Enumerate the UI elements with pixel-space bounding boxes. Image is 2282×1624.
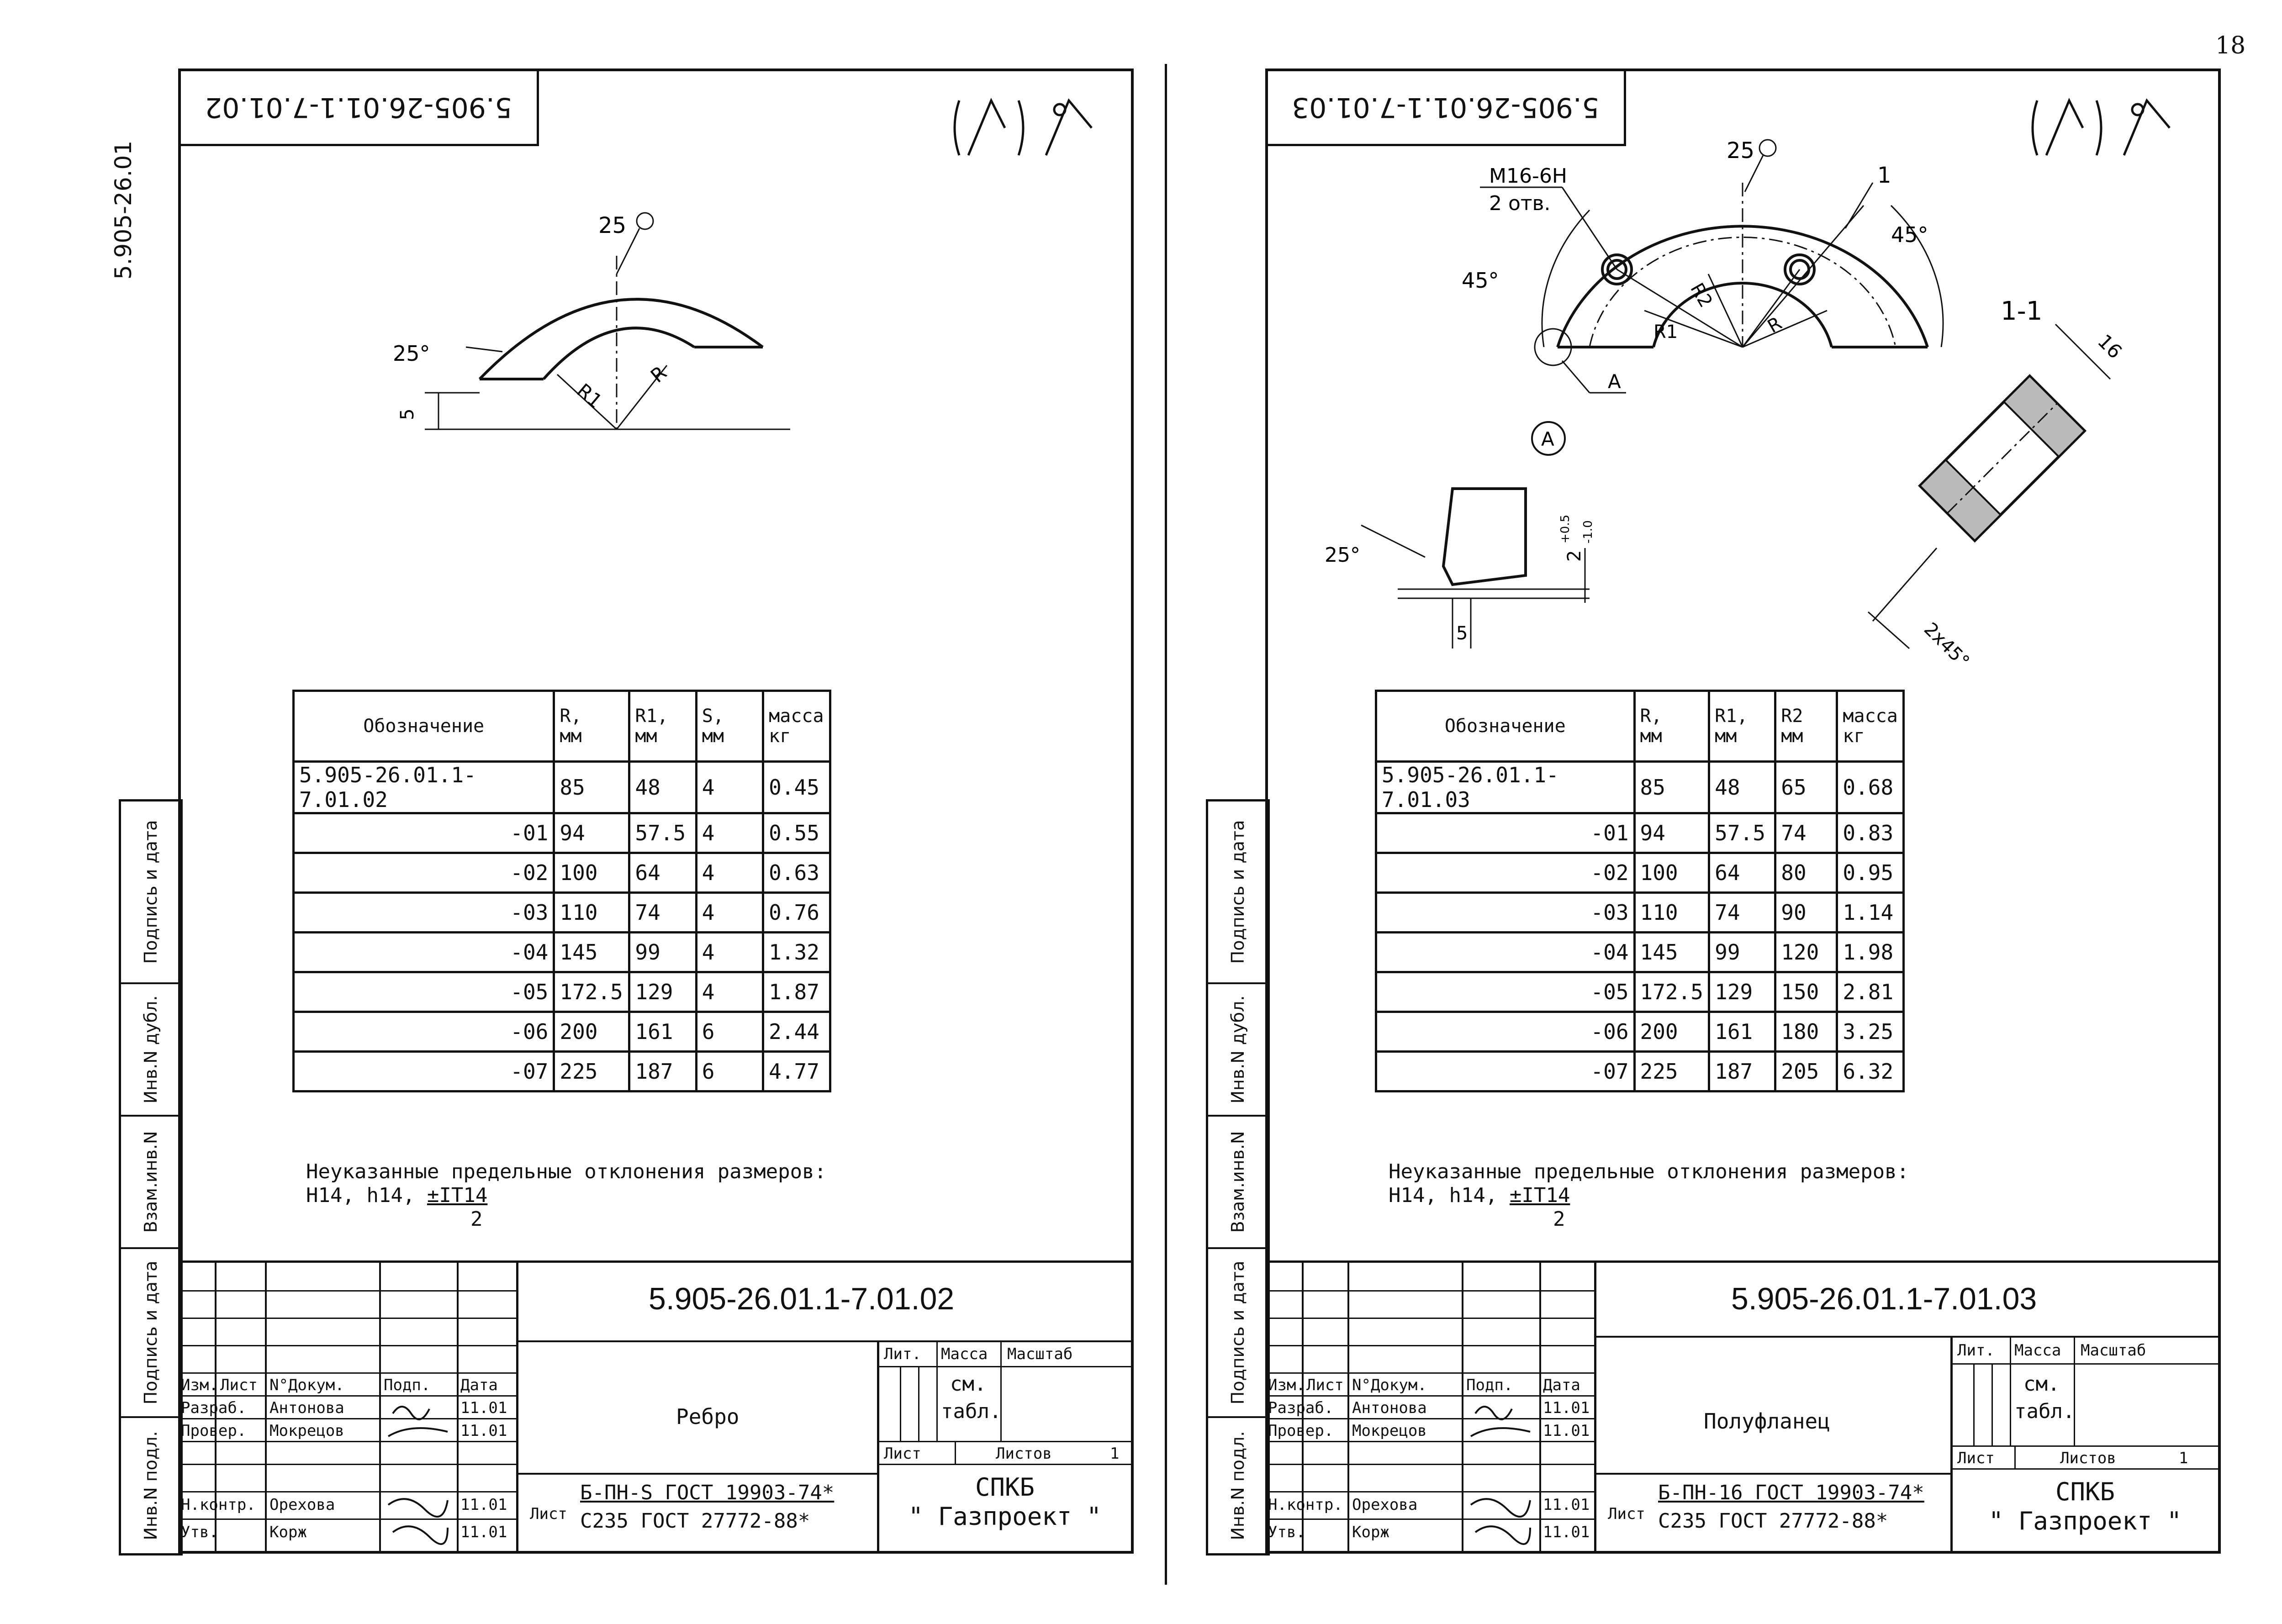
table-header-row (1376, 691, 1904, 762)
tb-massa: Масса (2014, 1341, 2061, 1360)
tb-name-prover: Мокрецов (1352, 1422, 1427, 1440)
tb-row-prover: Провер. (1268, 1422, 1334, 1440)
table-row: -05 172.5 129 150 2.81 (1376, 972, 1904, 1012)
note-line2: Н14, h14, ±IT14 (1389, 1184, 1570, 1207)
center-divider (1165, 64, 1167, 1585)
tb-see2: табл. (941, 1400, 1002, 1423)
table-row: -04 145 99 120 1.98 (1376, 933, 1904, 972)
tb-date-3: 11.01 (1543, 1496, 1590, 1514)
table-row: -02 100 64 80 0.95 (1376, 853, 1904, 893)
note-line1: Неуказанные предельные отклонения размеров: (306, 1160, 827, 1183)
right-label-45b: 45° (1891, 222, 1928, 247)
right-label-one: 1 (1877, 163, 1891, 188)
tb-row-nkontr: Н.контр. (181, 1496, 256, 1514)
right-label-detail: А (1541, 428, 1554, 450)
right-doc-title: Полуфланец (1704, 1409, 1830, 1434)
right-label-holes: 2 отв. (1489, 192, 1551, 215)
left-label-rough: 25 (598, 213, 627, 238)
tb-row-razrab: Разраб. (181, 1399, 247, 1417)
col-header: масса кг (1837, 691, 1904, 762)
table-row: -04 145 99 4 1.32 (294, 933, 830, 972)
tb-head-podp: Подп. (1466, 1376, 1513, 1394)
tb-name-razrab: Антонова (1352, 1399, 1427, 1417)
tb-head-izm: Изм. (181, 1376, 218, 1394)
note-line1: Неуказанные предельные отклонения размеров: (1389, 1160, 1909, 1183)
tb-lit: Лит. (884, 1345, 921, 1363)
right-label-angle25: 25° (1325, 543, 1360, 567)
tb-head-list: Лист (220, 1376, 258, 1394)
note-line3: 2 (470, 1207, 483, 1231)
right-label-tol-dn: -1.0 (1581, 520, 1595, 543)
right-title-block (1265, 1260, 2221, 1553)
col-header: Обозначение (294, 691, 554, 762)
table-row: -01 94 57.5 74 0.83 (1376, 813, 1904, 853)
tb-head-ndoc: N°Докум. (1352, 1376, 1427, 1394)
right-label-tol-up: +0.5 (1558, 514, 1572, 543)
right-label-thread: М16-6Н (1489, 164, 1567, 188)
left-side-labels: Подпись и дата Инв.N дубл. Взам.инв.N Подпись и дата Инв.N подл. (119, 799, 183, 1555)
tb-see2: табл. (2014, 1400, 2075, 1423)
right-label-a: А (1608, 370, 1621, 393)
tb-row-utv: Утв. (181, 1523, 218, 1541)
tb-material-prefix: Лист (1608, 1505, 1645, 1523)
right-label-rough: 25 (1727, 138, 1755, 163)
left-label-r1: R1 (572, 379, 607, 413)
table-row: 5.905-26.01.1-7.01.03 85 48 65 0.68 (1376, 762, 1904, 813)
left-material2: С235 ГОСТ 27772-88* (580, 1509, 810, 1533)
tb-row-nkontr: Н.контр. (1268, 1496, 1343, 1514)
right-detail-drawing (1315, 411, 1635, 667)
left-title-block (178, 1260, 1134, 1553)
signature-icon (1466, 1395, 1535, 1550)
tb-date-2: 11.01 (460, 1422, 507, 1440)
tb-date-3: 11.01 (460, 1496, 507, 1514)
right-doc-code: 5.905-26.01.1-7.01.03 (1731, 1281, 2037, 1316)
tb-head-list: Лист (1306, 1376, 1344, 1394)
right-material1: Б-ПН-16 ГОСТ 19903-74* (1658, 1481, 1924, 1504)
tb-massa: Масса (941, 1345, 988, 1363)
right-label-45a: 45° (1462, 268, 1499, 293)
left-label-dim5: 5 (397, 408, 418, 420)
table-header-row (294, 691, 830, 762)
tb-see1: см. (2023, 1372, 2060, 1396)
side-code: 5.905-26.01 (110, 140, 137, 280)
right-spec-table (1375, 690, 1905, 1092)
tb-name-utv: Корж (269, 1523, 307, 1541)
left-doc-code: 5.905-26.01.1-7.01.02 (649, 1281, 955, 1316)
tb-list: Лист (1957, 1449, 1995, 1467)
table-row: -03 110 74 90 1.14 (1376, 893, 1904, 933)
right-label-r1: R1 (1653, 322, 1678, 343)
table-row: -01 94 57.5 4 0.55 (294, 813, 830, 853)
right-label-section: 1-1 (2001, 296, 2043, 326)
right-top-stamp: 5.905-26.01.1-7.01.03 (1265, 69, 1626, 146)
table-row: -06 200 161 6 2.44 (294, 1012, 830, 1052)
tb-name-razrab: Антонова (269, 1399, 344, 1417)
tb-name-prover: Мокрецов (269, 1422, 344, 1440)
page-number: 18 (2215, 32, 2246, 59)
left-label-r: R (646, 361, 671, 387)
tb-head-izm: Изм. (1268, 1376, 1305, 1394)
tb-date-1: 11.01 (460, 1399, 507, 1417)
tb-row-utv: Утв. (1268, 1523, 1305, 1541)
table-row: -07 225 187 205 6.32 (1376, 1052, 1904, 1091)
tb-listov: Листов (2060, 1449, 2116, 1467)
left-part-drawing (365, 201, 822, 448)
tb-lit: Лит. (1957, 1341, 1995, 1360)
table-row: -07 225 187 6 4.77 (294, 1052, 830, 1091)
tb-row-razrab: Разраб. (1268, 1399, 1334, 1417)
col-header: R2 мм (1775, 691, 1837, 762)
table-row: -06 200 161 180 3.25 (1376, 1012, 1904, 1052)
col-header: R, мм (1634, 691, 1709, 762)
right-label-tol2: 2 (1564, 550, 1585, 562)
tb-date-4: 11.01 (1543, 1523, 1590, 1541)
right-label-chamfer: 2x45° (1919, 618, 1974, 672)
right-org: СПКБ " Газпроект " (1988, 1477, 2182, 1535)
right-surface-marks (2019, 91, 2174, 166)
tb-masshtab: Масштаб (1007, 1345, 1073, 1363)
table-row: -02 100 64 4 0.63 (294, 853, 830, 893)
right-label-r2: R2 (1686, 279, 1717, 311)
left-material1: Б-ПН-S ГОСТ 19903-74* (580, 1481, 835, 1504)
left-spec-table (292, 690, 831, 1092)
tb-head-data: Дата (1543, 1376, 1580, 1394)
col-header: Обозначение (1376, 691, 1635, 762)
roughness-mark-icon (941, 91, 1096, 164)
tb-name-utv: Корж (1352, 1523, 1389, 1541)
col-header: масса кг (763, 691, 830, 762)
tb-name-nkontr: Орехова (269, 1496, 335, 1514)
roughness-mark-icon (2019, 91, 2174, 164)
left-tolerance-note (306, 1160, 826, 1231)
col-header: R1, мм (1709, 691, 1775, 762)
tb-material-prefix: Лист (530, 1505, 567, 1523)
note-line2: Н14, h14, ±IT14 (306, 1184, 488, 1207)
right-material2: С235 ГОСТ 27772-88* (1658, 1509, 1888, 1533)
signature-icon (384, 1395, 452, 1550)
tb-date-2: 11.01 (1543, 1422, 1590, 1440)
tb-date-4: 11.01 (460, 1523, 507, 1541)
right-label-dim5: 5 (1456, 623, 1468, 644)
tb-see1: см. (950, 1372, 987, 1396)
tb-row-prover: Провер. (181, 1422, 247, 1440)
left-surface-marks (941, 91, 1096, 166)
tb-list: Лист (884, 1445, 921, 1463)
right-side-labels: Подпись и дата Инв.N дубл. Взам.инв.N Подпись и дата Инв.N подл. (1206, 799, 1270, 1555)
table-row: -03 110 74 4 0.76 (294, 893, 830, 933)
tb-masshtab: Масштаб (2081, 1341, 2146, 1360)
right-section-drawing (1854, 292, 2147, 703)
note-line3: 2 (1553, 1207, 1565, 1231)
right-label-dim16: 16 (2093, 330, 2127, 363)
left-label-angle: 25° (393, 341, 430, 366)
left-top-stamp: 5.905-26.01.1-7.01.02 (178, 69, 539, 146)
tb-listov-val: 1 (1110, 1445, 1120, 1463)
right-tolerance-note (1389, 1160, 1909, 1231)
tb-listov-val: 1 (2179, 1449, 2188, 1467)
tb-listov: Листов (996, 1445, 1052, 1463)
col-header: S, мм (696, 691, 763, 762)
tb-date-1: 11.01 (1543, 1399, 1590, 1417)
left-org: СПКБ " Газпроект " (908, 1473, 1102, 1531)
col-header: R, мм (554, 691, 629, 762)
table-row: 5.905-26.01.1-7.01.02 85 48 4 0.45 (294, 762, 830, 813)
col-header: R1, мм (629, 691, 696, 762)
tb-name-nkontr: Орехова (1352, 1496, 1418, 1514)
tb-head-ndoc: N°Докум. (269, 1376, 344, 1394)
left-doc-title: Ребро (676, 1404, 740, 1429)
right-label-r: R (1764, 312, 1786, 337)
tb-head-podp: Подп. (384, 1376, 431, 1394)
tb-head-data: Дата (460, 1376, 498, 1394)
table-row: -05 172.5 129 4 1.87 (294, 972, 830, 1012)
